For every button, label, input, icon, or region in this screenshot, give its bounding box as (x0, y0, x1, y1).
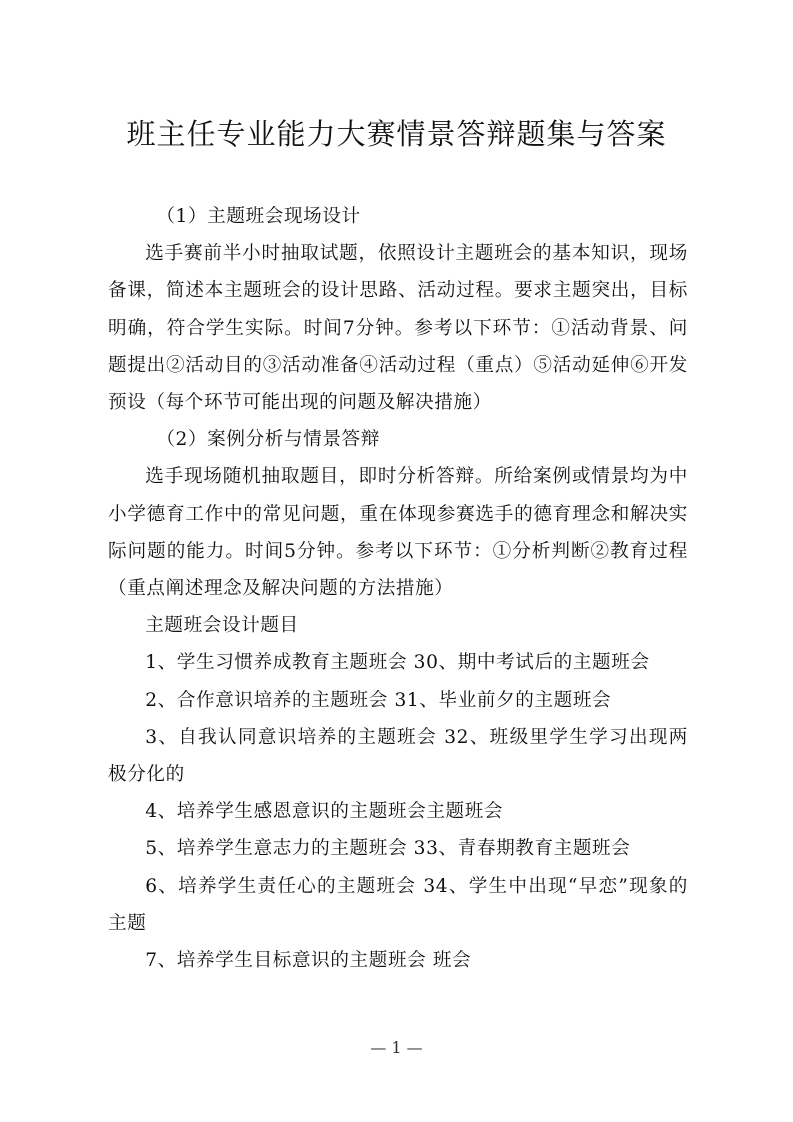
document-title: 班主任专业能力大赛情景答辩题集与答案 (126, 117, 667, 151)
list-item: 5、培养学生意志力的主题班会 33、青春期教育主题班会 (145, 838, 631, 860)
list-item: 1、学生习惯养成教育主题班会 30、期中考试后的主题班会 (145, 652, 650, 674)
list-item: 3、自我认同意识培养的主题班会 32、班级里学生学习出现两极分化的 (108, 726, 688, 786)
list-item: 2、合作意识培养的主题班会 31、毕业前夕的主题班会 (145, 689, 612, 711)
paragraph-case-analysis-rules: 选手现场随机抽取题目，即时分析答辩。所给案例或情景均为中小学德育工作中的常见问题，重在体现参赛选手的德育理念和解决实际问题的能力。时间5分钟。参考以下环节：①分析判断②教育过程（重点阐述理念及解决问题的方法措施） (108, 466, 688, 600)
section-heading-case-analysis: （2）案例分析与情景答辩 (156, 429, 380, 451)
list-item: 4、培养学生感恩意识的主题班会主题班会 (145, 801, 504, 823)
list-item: 6、培养学生责任心的主题班会 34、学生中出现“早恋”现象的主题 (108, 875, 688, 934)
page-number: — 1 — (370, 1038, 423, 1057)
subheading-topic-list: 主题班会设计题目 (145, 615, 299, 637)
list-item: 7、培养学生目标意识的主题班会 班会 (145, 950, 472, 972)
section-heading-scene-design: （1）主题班会现场设计 (156, 206, 361, 227)
paragraph-scene-design-rules: 选手赛前半小时抽取试题，依照设计主题班会的基本知识，现场备课，简述本主题班会的设计思路、活动过程。要求主题突出，目标明确，符合学生实际。时间7分钟。参考以下环节：①活动背景、问题提出②活动目的③活动准备④活动过程（重点）⑤活动延伸⑥开发预设（每个环节可能出现的问题及解决措施） (108, 243, 688, 414)
document-body (108, 198, 688, 979)
